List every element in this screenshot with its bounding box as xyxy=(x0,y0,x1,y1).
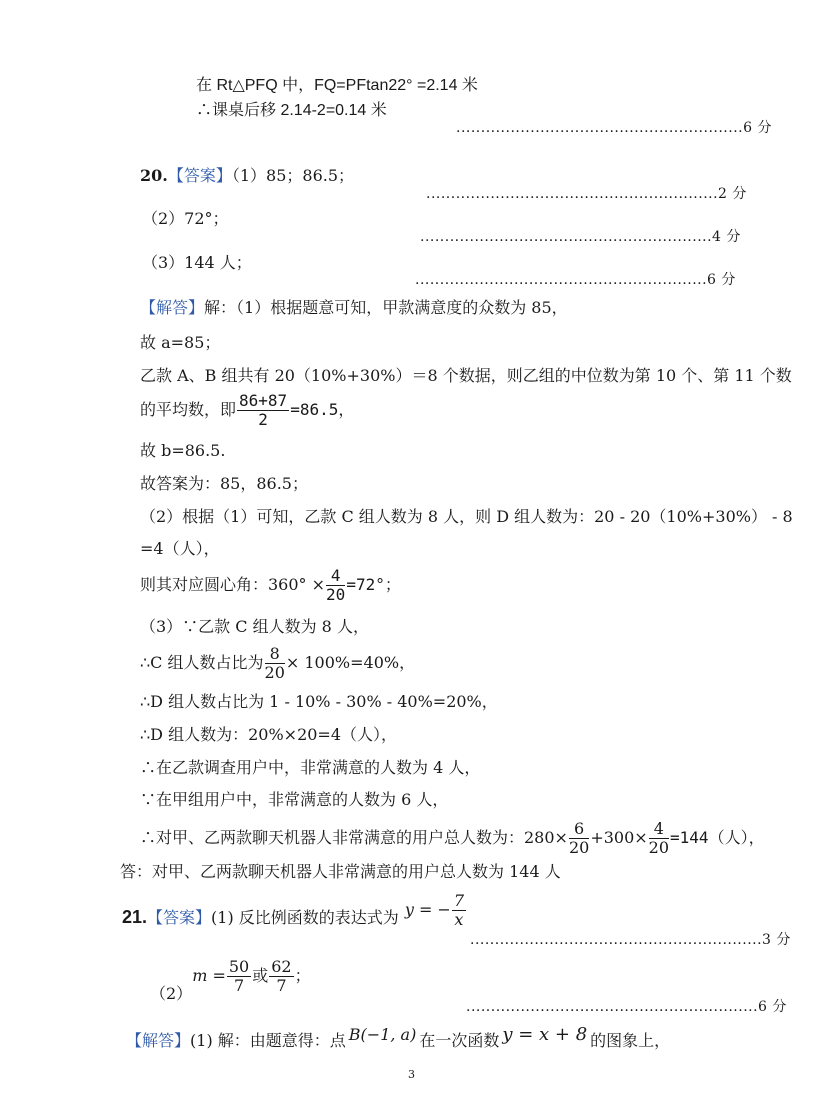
solution-line: （3）∵乙款 C 组人数为 8 人， xyxy=(140,617,369,636)
answer-part: （2） xyxy=(150,984,193,1003)
solution-text: 解：（1）根据题意可知，甲款满意度的众数为 85， xyxy=(204,298,568,317)
score-marker: ..........................................................6 分 xyxy=(456,120,772,136)
denominator: 2 xyxy=(258,410,268,429)
answer-tag: 【答案】 xyxy=(167,166,232,185)
answer-part: (1) 反比例函数的表达式为 xyxy=(211,908,399,927)
solution-line xyxy=(140,297,568,319)
solution-text: ∴C 组人数占比为 xyxy=(140,653,264,672)
numerator: 8 xyxy=(265,645,285,664)
numerator: 4 xyxy=(649,820,669,839)
denominator: 20 xyxy=(568,838,590,857)
fraction xyxy=(237,392,289,429)
solution-text: × 100%=40%， xyxy=(285,653,416,672)
numerator: 4 xyxy=(326,567,345,586)
text-line: 在 Rt△PFQ 中，FQ=PFtan22° =2.14 米 xyxy=(196,77,478,94)
solution-line xyxy=(126,1024,671,1052)
fraction xyxy=(269,958,293,995)
score-marker: ...........................................................4 分 xyxy=(420,229,741,245)
math-expression: y = x + 8 xyxy=(502,1024,588,1045)
denominator: 7 xyxy=(233,976,245,995)
math-expression: m = xyxy=(192,966,226,985)
question-number: 21. xyxy=(122,907,148,927)
numerator: 7 xyxy=(453,891,465,910)
fraction xyxy=(265,645,285,682)
solution-text: +300× xyxy=(590,828,648,847)
solution-text: 的平均数，即 xyxy=(140,400,237,419)
score-marker: ...........................................................3 分 xyxy=(470,932,791,948)
solution-line: ∴在乙款调查用户中，非常满意的人数为 4 人， xyxy=(140,758,481,777)
solution-text: 则其对应圆心角：360° × xyxy=(140,575,326,594)
numerator: 62 xyxy=(271,957,292,976)
solution-text: 的图象上， xyxy=(590,1031,671,1050)
solution-line: ∵在甲组用户中，非常满意的人数为 6 人， xyxy=(140,790,449,809)
solution-line: （2）根据（1）可知，乙款 C 组人数为 8 人，则 D 组人数为：20 - 20（10%+30%） - 8 xyxy=(140,507,793,526)
text-line: ∴课桌后移 2.14-2=0.14 米 xyxy=(196,102,387,119)
solution-line: =4（人）， xyxy=(140,539,220,558)
solution-text: ； xyxy=(294,966,311,985)
solution-tag: 【解答】 xyxy=(140,298,205,317)
score-marker: ...........................................................6 分 xyxy=(415,272,736,288)
score-marker: ...........................................................2 分 xyxy=(426,186,747,202)
solution-line: 故答案为：85，86.5； xyxy=(140,474,308,493)
fraction xyxy=(452,892,466,929)
denominator: x xyxy=(454,910,464,929)
answer-line xyxy=(150,957,311,1003)
answer-part: （3）144 人； xyxy=(142,253,252,272)
denominator: 20 xyxy=(648,838,670,857)
fraction xyxy=(649,820,669,857)
numerator: 86+87 xyxy=(239,391,288,410)
solution-line: ∴D 组人数占比为 1 - 10% - 30% - 40%=20%， xyxy=(140,692,498,711)
question-number: 20. xyxy=(140,166,168,185)
solution-text: 在一次函数 xyxy=(419,1031,500,1050)
fraction xyxy=(227,958,251,995)
denominator: 7 xyxy=(276,976,287,995)
solution-line xyxy=(140,820,765,857)
score-marker: ...........................................................6 分 xyxy=(466,999,787,1015)
solution-text: 或 xyxy=(252,966,269,985)
solution-line: ∴D 组人数为：20%×20=4（人）， xyxy=(140,725,398,744)
numerator: 50 xyxy=(228,957,250,976)
solution-line: 故 b=86.5. xyxy=(140,441,226,460)
solution-text: ∴对甲、乙两款聊天机器人非常满意的用户总人数为：280× xyxy=(140,828,568,847)
math-expression: y = − xyxy=(404,900,451,919)
solution-text: =72°； xyxy=(346,575,401,594)
solution-line: 答：对甲、乙两款聊天机器人非常满意的用户总人数为 144 人 xyxy=(120,862,561,881)
solution-tag: 【解答】 xyxy=(126,1031,191,1050)
solution-text: (1) 解：由题意得：点 xyxy=(190,1031,346,1050)
solution-line xyxy=(140,645,415,682)
page-number: 3 xyxy=(408,1068,415,1081)
denominator: 20 xyxy=(264,663,285,682)
fraction xyxy=(326,567,345,604)
answer-line-21 xyxy=(122,891,467,937)
solution-line xyxy=(140,567,401,604)
solution-line: 乙款 A、B 组共有 20（10%+30%）＝8 个数据，则乙组的中位数为第 10 个、第 11 个数 xyxy=(140,366,792,385)
solution-line xyxy=(140,392,354,429)
solution-text: =86.5， xyxy=(290,400,355,419)
solution-line: 故 a=85； xyxy=(140,333,221,352)
solution-text: =144（人）， xyxy=(670,828,765,847)
answer-tag: 【答案】 xyxy=(147,908,212,927)
answer-part: （1）85；86.5； xyxy=(231,166,355,185)
answer-part: （2）72°； xyxy=(142,209,229,228)
denominator: 20 xyxy=(326,585,346,604)
numerator: 6 xyxy=(569,820,589,839)
answer-line-20 xyxy=(140,165,354,187)
math-expression: B(−1, a) xyxy=(348,1025,417,1044)
fraction xyxy=(569,820,589,857)
